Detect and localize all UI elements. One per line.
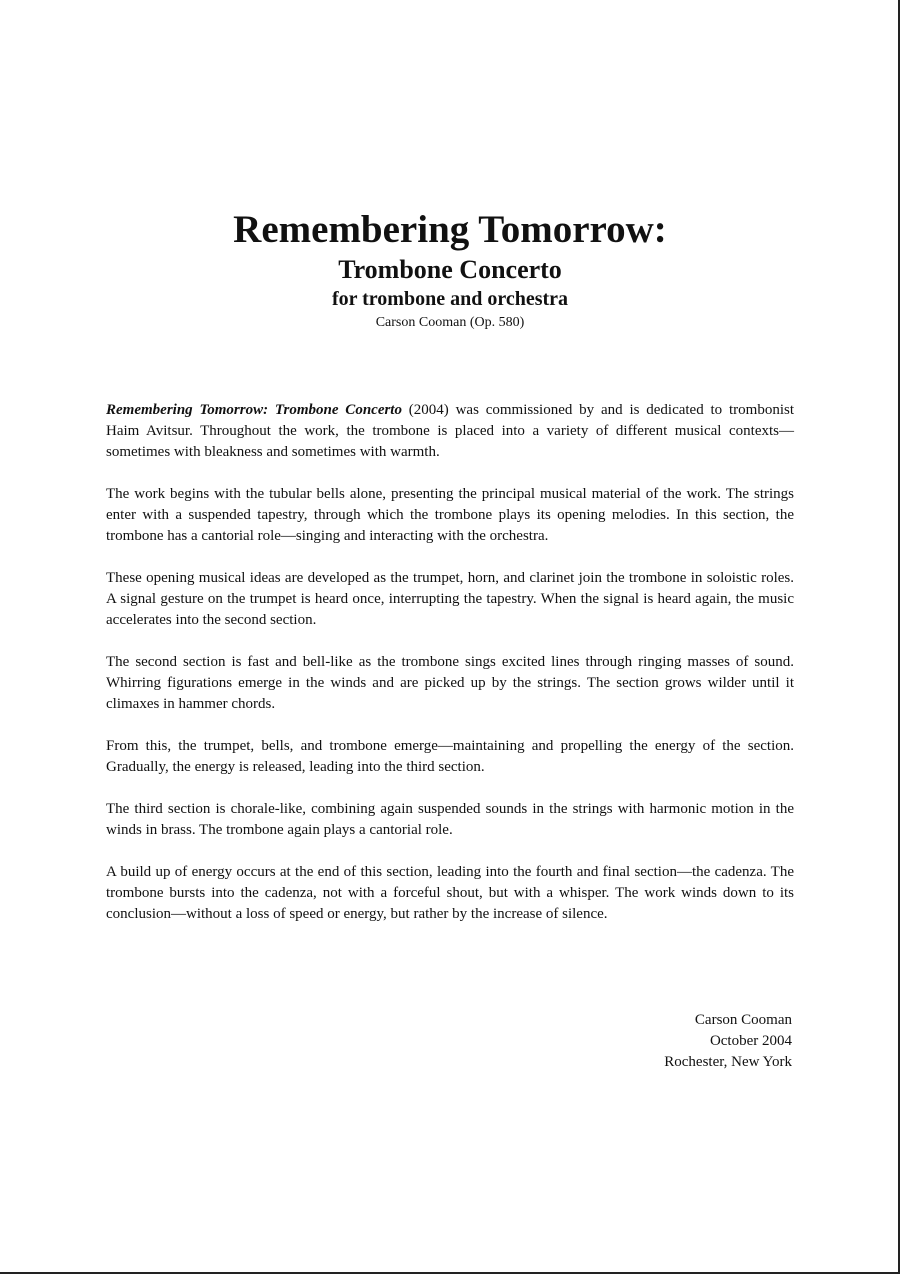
notes-paragraph-7: A build up of energy occurs at the end of this section, leading into the fourth and final section—the cadenza. The trombone bursts into the cadenza, not with a forceful shout, but with a whisper. The work winds down to its conclusion—without a loss of speed or energy, but rather by the increase of silence. (106, 864, 794, 922)
title-block (0, 206, 900, 334)
notes-paragraph-3: These opening musical ideas are developed as the trumpet, horn, and clarinet join the trombone in soloistic roles. A signal gesture on the trumpet is heard once, interrupting the tapestry. When the signal is heard again, the music accelerates into the second section. (106, 570, 794, 628)
composer-line: Carson Cooman (Op. 580) (375, 315, 525, 330)
signature-block (664, 1010, 792, 1073)
notes-paragraph-6: The third section is chorale-like, combining again suspended sounds in the strings with harmonic motion in the winds in brass. The trombone again plays a cantorial role. (106, 801, 794, 838)
signature-date: October 2004 (709, 1033, 792, 1049)
work-title-inline: Remembering Tomorrow: Trombone Concerto (106, 402, 402, 418)
program-notes (106, 400, 794, 946)
signature-place: Rochester, New York (664, 1054, 792, 1070)
instrumentation-line: for trombone and orchestra (331, 288, 569, 310)
notes-paragraph-1-text: (2004) was commissioned by and is dedicated to trombonist Haim Avitsur. Throughout the work, the trombone is placed into a variety of different musical contexts—sometimes with bleakness and sometimes with warmth. (106, 402, 794, 460)
notes-paragraph-4: The second section is fast and bell-like as the trombone sings excited lines through ringing masses of sound. Whirring figurations emerge in the winds and are picked up by the strings. The section grows wilder until it climaxes in hammer chords. (106, 654, 794, 712)
page-subtitle: Trombone Concerto (338, 255, 562, 284)
page-title: Remembering Tomorrow: (233, 208, 667, 251)
signature-name: Carson Cooman (694, 1012, 792, 1028)
notes-paragraph-1 (106, 400, 794, 463)
notes-paragraph-5: From this, the trumpet, bells, and trombone emerge—maintaining and propelling the energy of the section. Gradually, the energy is released, leading into the third section. (106, 738, 794, 775)
notes-paragraph-2: The work begins with the tubular bells alone, presenting the principal musical material of the work. The strings enter with a suspended tapestry, through which the trombone plays its opening melodies. In this section, the trombone has a cantorial role—singing and interacting with the orchestra. (106, 486, 794, 544)
